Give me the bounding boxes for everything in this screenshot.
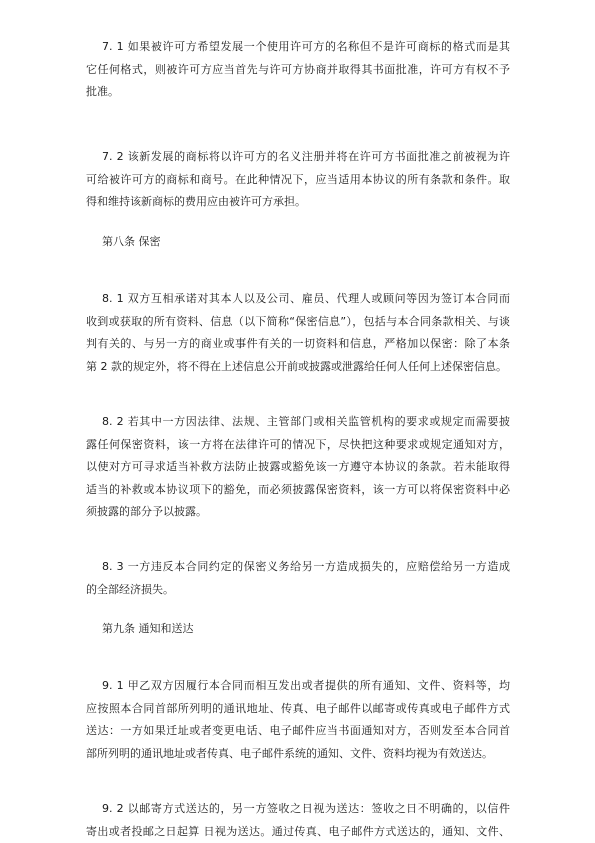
paragraph-line: 的全部经济损失。 bbox=[86, 579, 510, 602]
clause-7-2 bbox=[86, 146, 510, 214]
paragraph-line: 判有关的、与另一方的商业或事件有关的一切资料和信息，严格加以保密：除了本条 bbox=[86, 333, 510, 356]
clause-8-2 bbox=[86, 411, 510, 524]
paragraph-line: 8. 1 双方互相承诺对其本人以及公司、雇员、代理人或顾问等因为签订本合同而 bbox=[86, 288, 510, 311]
paragraph-line: 寄出或者投邮之日起算 日视为送达。通过传真、电子邮件方式送达的，通知、文件、 bbox=[86, 821, 510, 843]
paragraph-line: 8. 3 一方违反本合同约定的保密义务给另一方造成损失的，应赔偿给另一方造成 bbox=[86, 556, 510, 579]
paragraph-line: 送达：一方如果迁址或者变更电话、电子邮件应当书面通知对方，否则发至本合同首 bbox=[86, 720, 510, 743]
paragraph-line: 它任何格式，则被许可方应当首先与许可方协商并取得其书面批准，许可方有权不予 bbox=[86, 59, 510, 82]
clause-8-1 bbox=[86, 288, 510, 378]
paragraph-line: 得和维持该新商标的费用应由被许可方承担。 bbox=[86, 191, 510, 214]
paragraph-line: 以使对方可寻求适当补救方法防止披露或豁免该一方遵守本协议的条款。若未能取得 bbox=[86, 456, 510, 479]
paragraph-line: 批准。 bbox=[86, 81, 510, 104]
paragraph-line: 可给被许可方的商标和商号。在此种情况下，应当适用本协议的所有条款和条件。取 bbox=[86, 169, 510, 192]
article-9-heading: 第九条 通知和送达 bbox=[102, 618, 194, 641]
clause-9-2 bbox=[86, 798, 510, 843]
paragraph-line: 部所列明的通讯地址或者传真、电子邮件系统的通知、文件、资料均视为有效送达。 bbox=[86, 743, 510, 766]
clause-8-3 bbox=[86, 556, 510, 601]
paragraph-line: 第 2 款的规定外，将不得在上述信息公开前或披露或泄露给任何人任何上述保密信息。 bbox=[86, 356, 510, 379]
paragraph-line: 7. 2 该新发展的商标将以许可方的名义注册并将在许可方书面批准之前被视为许 bbox=[86, 146, 510, 169]
clause-7-1 bbox=[86, 36, 510, 104]
paragraph-line: 9. 1 甲乙双方因履行本合同而相互发出或者提供的所有通知、文件、资料等，均 bbox=[86, 675, 510, 698]
paragraph-line: 收到或获取的所有资料、信息（以下简称“保密信息”），包括与本合同条款相关、与谈 bbox=[86, 311, 510, 334]
clause-9-1 bbox=[86, 675, 510, 765]
article-8-heading: 第八条 保密 bbox=[102, 231, 161, 254]
paragraph-line: 露任何保密资料，该一方将在法律许可的情况下，尽快把这种要求或规定通知对方， bbox=[86, 434, 510, 457]
paragraph-line: 9. 2 以邮寄方式送达的，另一方签收之日视为送达：签收之日不明确的，以信件 bbox=[86, 798, 510, 821]
paragraph-line: 适当的补救或本协议项下的豁免，而必须披露保密资料，该一方可以将保密资料中必 bbox=[86, 479, 510, 502]
paragraph-line: 8. 2 若其中一方因法律、法规、主管部门或相关监管机构的要求或规定而需要披 bbox=[86, 411, 510, 434]
paragraph-line: 须披露的部分予以披露。 bbox=[86, 501, 510, 524]
paragraph-line: 7. 1 如果被许可方希望发展一个使用许可方的名称但不是许可商标的格式而是其 bbox=[86, 36, 510, 59]
paragraph-line: 应按照本合同首部所列明的通讯地址、传真、电子邮件以邮寄或传真或电子邮件方式 bbox=[86, 698, 510, 721]
